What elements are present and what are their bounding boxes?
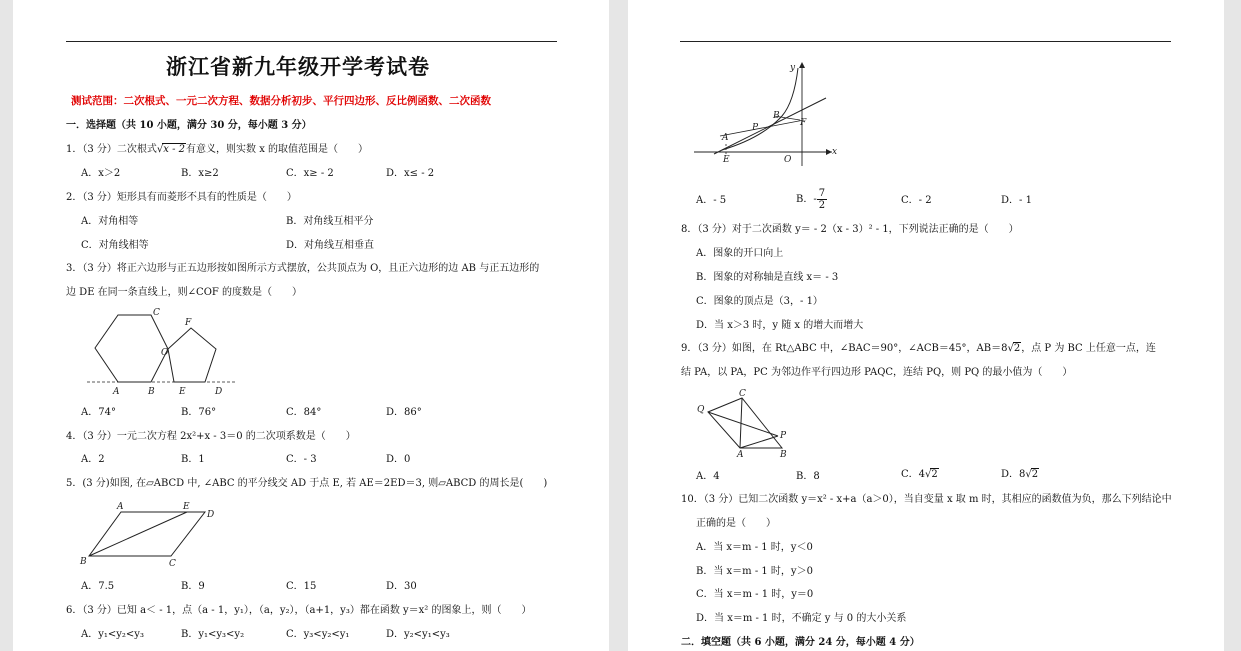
q7-option-b <box>796 188 827 211</box>
q9-option-c-radicand: 2 <box>931 469 938 480</box>
label-f: F <box>800 118 807 128</box>
sqrt-sign: √ <box>1025 469 1032 480</box>
q2-option-c: C．对角线相等 <box>81 240 149 251</box>
q9-option-d-radicand: 2 <box>1031 469 1039 480</box>
q9-option-d-label: D．8 <box>1001 469 1026 480</box>
q9-option-c <box>901 468 939 482</box>
q4-option-a: A．2 <box>81 454 105 465</box>
page-title: 浙江省新九年级开学考试卷 <box>166 55 430 79</box>
label-c: C <box>739 389 746 399</box>
question-3-line-1: 3．（3 分）将正六边形与正五边形按如图所示方式摆放，公共顶点为 O，且正六边形的边 AB 与正五边形的 <box>66 263 540 274</box>
question-10-line-2: 正确的是（ ） <box>696 518 776 529</box>
question-1-pre: 1．（3 分）二次根式 <box>66 144 157 155</box>
q5-option-b: B．9 <box>181 581 205 592</box>
header-rule <box>66 41 557 42</box>
q6-option-c: C．y₃<y₂<y₁ <box>286 629 350 640</box>
segment-pa <box>740 436 778 448</box>
question-6: 6．（3 分）已知 a＜ - 1，点（a - 1，y₁），（a，y₂），（a+1，y₃）都在函数 y＝x² 的图象上，则（ ） <box>66 605 532 616</box>
fraction-denominator: 2 <box>818 200 826 211</box>
q1-option-c: C．x≥ - 2 <box>286 168 334 179</box>
q2-option-d: D．对角线互相垂直 <box>286 240 375 251</box>
hexagon-pentagon-figure <box>77 303 247 403</box>
label-b: B <box>80 557 87 567</box>
q3-option-d: D．86° <box>386 407 422 418</box>
label-e: E <box>179 387 186 397</box>
section-heading-fill: 二．填空题（共 6 小题，满分 24 分，每小题 4 分） <box>681 637 920 648</box>
q5-option-c: C．15 <box>286 581 317 592</box>
q10-option-b: B．当 x＝m - 1 时，y＞0 <box>696 566 813 577</box>
question-1-radicand: x - 2 <box>163 144 186 155</box>
label-c: C <box>169 559 176 569</box>
q6-option-d: D．y₂<y₁<y₃ <box>386 629 450 640</box>
q3-option-c: C．84° <box>286 407 322 418</box>
q9-option-b: B．8 <box>796 471 820 482</box>
q1-option-b: B．x≥2 <box>181 168 219 179</box>
question-9-radicand: 2 <box>1013 343 1021 354</box>
sqrt-sign: √ <box>925 469 932 480</box>
q4-option-d: D．0 <box>386 454 411 465</box>
label-a: A <box>113 387 120 397</box>
q4-option-c: C．- 3 <box>286 454 317 465</box>
label-q: Q <box>697 405 705 415</box>
question-3-line-2: 边 DE 在同一条直线上，则∠COF 的度数是（ ） <box>66 287 303 298</box>
curve <box>722 68 798 150</box>
question-9-pre: 9．（3 分）如图，在 Rt△ABC 中，∠BAC＝90°，∠ACB＝45°，AB＝8 <box>681 343 1008 354</box>
q2-option-b: B．对角线互相平分 <box>286 216 374 227</box>
label-b: B <box>148 387 155 397</box>
q3-option-a: A．74° <box>81 407 116 418</box>
exam-page-2 <box>628 0 1224 651</box>
question-9-post: ，点 P 为 BC 上任意一点，连 <box>1021 343 1156 354</box>
header-rule <box>680 41 1171 42</box>
bisector-be <box>89 512 187 556</box>
label-o: O <box>161 348 169 358</box>
q1-option-d: D．x≤ - 2 <box>386 168 435 179</box>
label-a: A <box>737 450 744 458</box>
q7-option-d: D．- 1 <box>1001 195 1032 206</box>
q4-option-b: B．1 <box>181 454 205 465</box>
q7-option-b-label: B． <box>796 194 814 205</box>
q8-option-b: B．图象的对称轴是直线 x＝ - 3 <box>696 272 839 283</box>
label-y: y <box>790 63 796 73</box>
triangle-figure <box>692 386 802 458</box>
q3-option-b: B．76° <box>181 407 217 418</box>
sqrt-sign: √ <box>1007 343 1014 354</box>
fraction <box>817 188 827 211</box>
question-9-line-2: 结 PA，以 PA，PC 为邻边作平行四边形 PAQC，连结 PQ，则 PQ 的最小值为（ ） <box>681 367 1073 378</box>
label-x: x <box>832 147 838 157</box>
function-graph-figure <box>692 58 842 168</box>
label-o: O <box>784 155 792 165</box>
label-b: B <box>780 450 787 458</box>
label-p: P <box>780 431 787 441</box>
q8-option-c: C．图象的顶点是（3，- 1） <box>696 296 823 307</box>
fraction-numerator: 7 <box>818 188 826 199</box>
q9-option-a: A．4 <box>696 471 720 482</box>
question-8: 8．（3 分）对于二次函数 y＝ - 2（x - 3）² - 1，下列说法正确的是（ ） <box>681 224 1019 235</box>
q1-option-a: A．x＞2 <box>81 168 121 179</box>
hexagon-shape <box>95 315 168 382</box>
q8-option-d: D．当 x＞3 时，y 随 x 的增大而增大 <box>696 320 864 331</box>
question-10-line-1: 10．（3 分）已知二次函数 y＝x² - x+a（a＞0），当自变量 x 取 m 时，其相应的函数值为负，那么下列结论中 <box>681 494 1172 505</box>
question-4: 4．（3 分）一元二次方程 2x²+x - 3＝0 的二次项系数是（ ） <box>66 431 356 442</box>
q10-option-d: D．当 x＝m - 1 时，不确定 y 与 0 的大小关系 <box>696 613 907 624</box>
test-scope: 测试范围：二次根式、一元二次方程、数据分析初步、平行四边形、反比例函数、二次函数 <box>71 95 491 107</box>
segment-ap <box>720 120 804 136</box>
q5-option-a: A．7.5 <box>81 581 115 592</box>
q5-option-d: D．30 <box>386 581 417 592</box>
q6-option-b: B．y₁<y₃<y₂ <box>181 629 245 640</box>
label-d: D <box>215 387 223 397</box>
y-axis-arrow <box>799 62 805 68</box>
label-a: A <box>117 502 124 512</box>
label-e: E <box>723 155 730 165</box>
question-1 <box>66 143 368 157</box>
q9-option-d <box>1001 468 1039 482</box>
exam-page-1 <box>13 0 609 651</box>
q10-option-a: A．当 x＝m - 1 时，y＜0 <box>696 542 813 553</box>
q9-option-c-label: C．4 <box>901 469 926 480</box>
question-5: 5．(3 分)如图, 在▱ABCD 中, ∠ABC 的平分线交 AD 于点 E, 若 AE＝2ED＝3, 则▱ABCD 的周长是( ) <box>66 478 548 489</box>
q7-option-c: C．- 2 <box>901 195 932 206</box>
parallelogram-figure <box>77 498 217 572</box>
q2-option-a: A．对角相等 <box>81 216 139 227</box>
label-f: F <box>185 318 192 328</box>
section-heading-choice: 一．选择题（共 10 小题，满分 30 分，每小题 3 分） <box>66 120 312 131</box>
q10-option-c: C．当 x＝m - 1 时，y＝0 <box>696 589 814 600</box>
question-9-line-1 <box>681 342 1156 356</box>
label-c: C <box>153 308 160 318</box>
label-b: B <box>773 111 780 121</box>
label-e: E <box>183 502 190 512</box>
q8-option-a: A．图象的开口向上 <box>696 248 784 259</box>
question-1-post: 有意义，则实数 x 的取值范围是（ ） <box>186 144 369 155</box>
pentagon-shape <box>168 328 216 382</box>
triangle-and-parallelogram <box>708 398 782 448</box>
sqrt-sign: √ <box>156 144 164 155</box>
q6-option-a: A．y₁<y₂<y₃ <box>81 629 144 640</box>
line-af <box>714 98 826 154</box>
parallelogram-shape <box>89 512 205 556</box>
label-a: A <box>722 133 729 143</box>
q7-option-a: A．- 5 <box>696 195 727 206</box>
question-2: 2．（3 分）矩形具有而菱形不具有的性质是（ ） <box>66 192 297 203</box>
label-p: P <box>752 123 759 133</box>
label-d: D <box>207 510 215 520</box>
q7-option-b-sign: - <box>813 194 817 205</box>
